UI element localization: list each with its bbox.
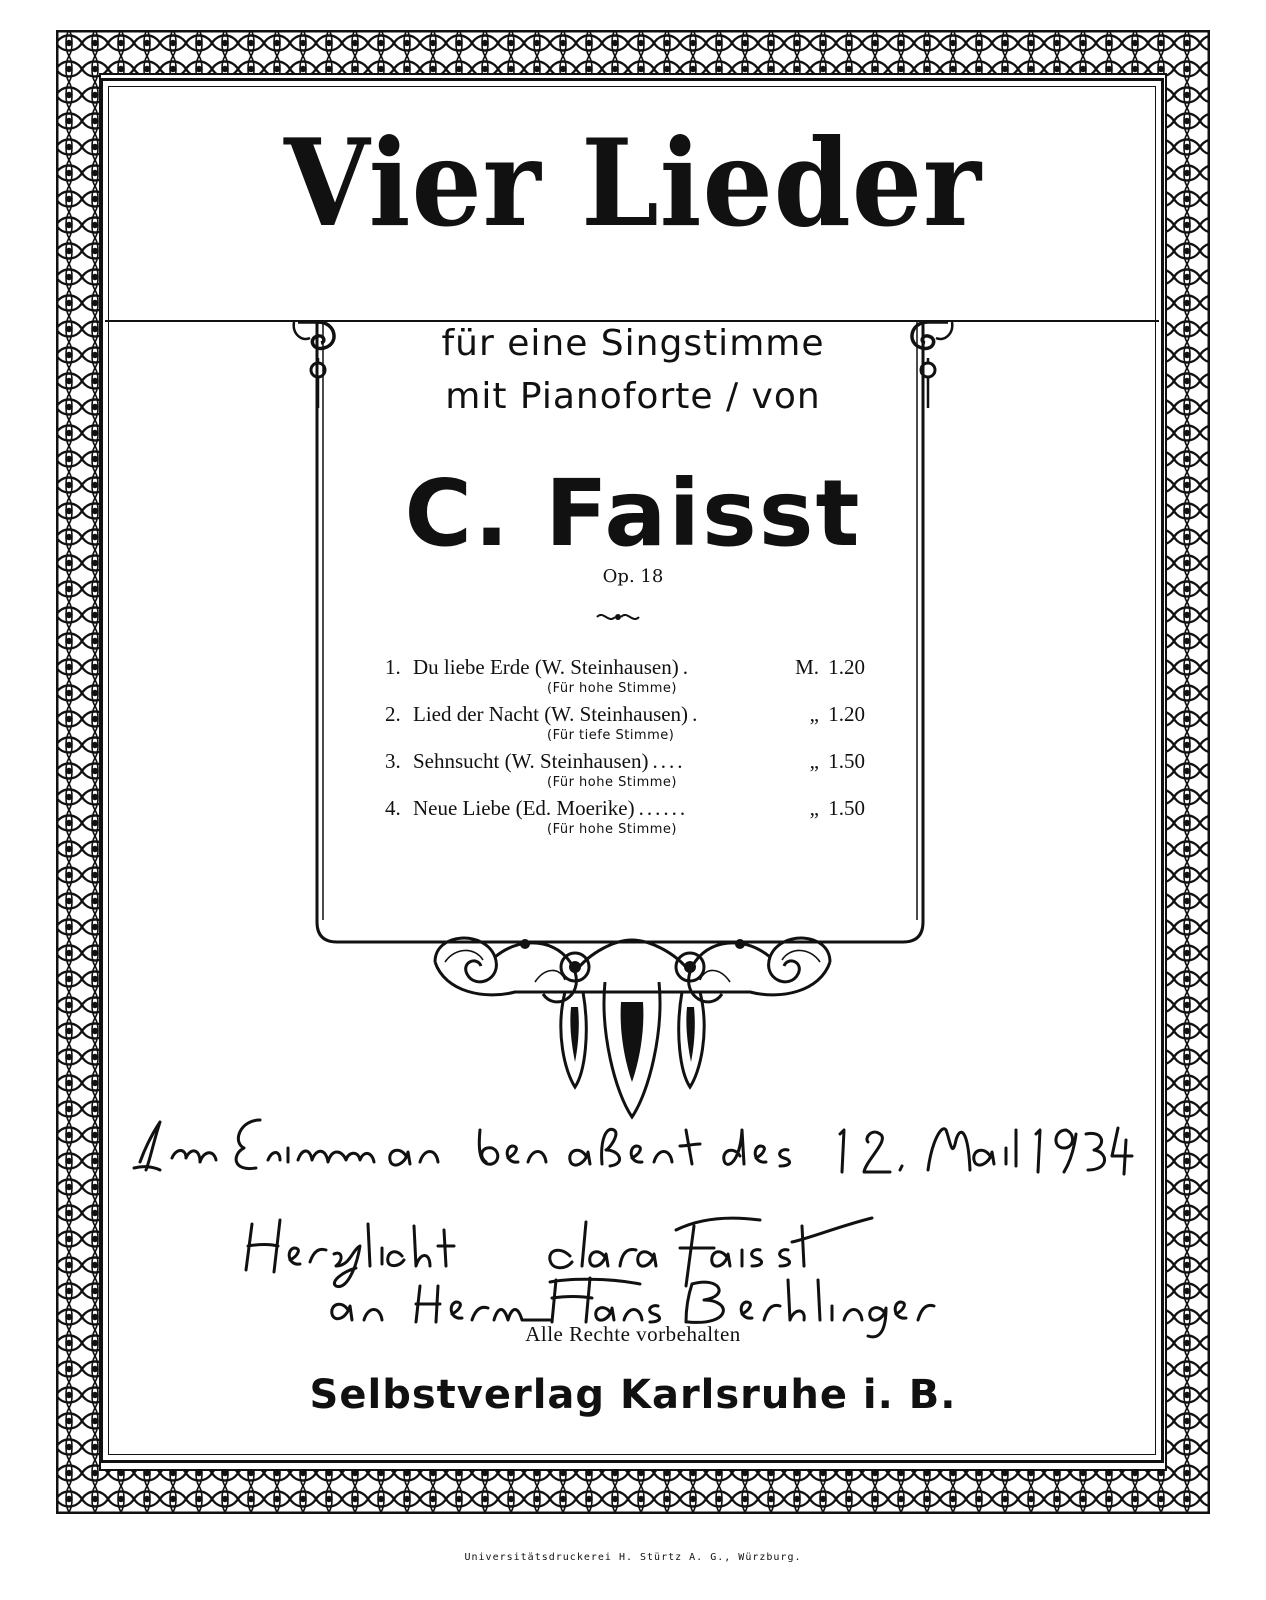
song-price: 1.50 xyxy=(828,749,865,773)
song-item xyxy=(385,655,865,702)
song-price: 1.20 xyxy=(828,655,865,679)
song-item xyxy=(385,749,865,796)
song-number: 3. xyxy=(385,749,401,773)
publisher: Selbstverlag Karlsruhe i. B. xyxy=(309,1372,957,1418)
small-divider-ornament xyxy=(593,610,643,624)
song-title: Neue Liebe (Ed. Moerike) xyxy=(413,796,635,820)
song-voice: (Für hohe Stimme) xyxy=(547,681,677,696)
song-price: 1.50 xyxy=(828,796,865,820)
song-leader: . xyxy=(692,702,701,726)
song-currency: M. xyxy=(795,655,819,679)
subtitle-line-1: für eine Singstimme xyxy=(441,323,825,364)
song-item xyxy=(385,702,865,749)
main-title: Vier Lieder xyxy=(283,113,983,254)
art-nouveau-ornament xyxy=(425,922,840,1122)
opus-number: Op. 18 xyxy=(602,566,664,587)
song-number: 4. xyxy=(385,796,401,820)
song-item xyxy=(385,796,865,843)
song-leader: .... xyxy=(652,749,686,773)
song-leader: ...... xyxy=(638,796,689,820)
song-number: 1. xyxy=(385,655,401,679)
subtitle-line-2: mit Pianoforte / von xyxy=(445,376,821,417)
composer-name: C. Faisst xyxy=(404,460,862,567)
song-voice: (Für hohe Stimme) xyxy=(547,775,677,790)
song-voice: (Für tiefe Stimme) xyxy=(547,728,675,743)
song-currency: „ xyxy=(809,702,819,726)
song-currency: „ xyxy=(809,749,819,773)
song-number: 2. xyxy=(385,702,401,726)
song-list xyxy=(385,655,865,843)
rights-notice: Alle Rechte vorbehalten xyxy=(525,1322,741,1346)
song-title: Lied der Nacht (W. Steinhausen) xyxy=(413,702,689,726)
song-title: Sehnsucht (W. Steinhausen) xyxy=(413,749,649,773)
song-leader: . xyxy=(682,655,691,679)
song-currency: „ xyxy=(809,796,819,820)
handwritten-dedication xyxy=(120,1100,1140,1340)
printer-imprint: Universitätsdruckerei H. Stürtz A. G., Würzburg. xyxy=(464,1552,802,1563)
song-price: 1.20 xyxy=(828,702,865,726)
song-voice: (Für hohe Stimme) xyxy=(547,822,677,837)
song-title: Du liebe Erde (W. Steinhausen) xyxy=(413,655,679,679)
